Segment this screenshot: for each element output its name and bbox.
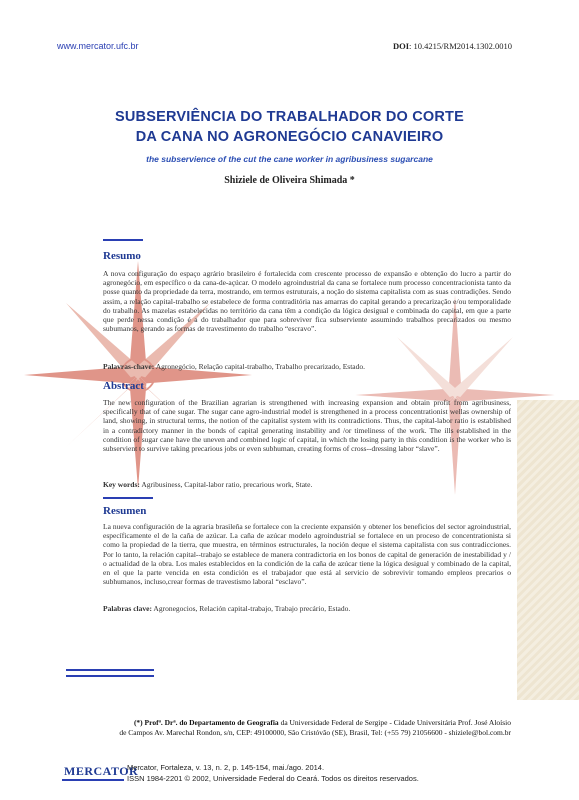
author-name: Shiziele de Oliveira Shimada * — [224, 175, 355, 186]
resumo-keywords-label: Palavras-chave: — [103, 362, 155, 371]
issn-line: ISSN 1984-2201 © 2002, Universidade Federal do Ceará. Todos os direitos reservados. — [127, 774, 419, 783]
resumo-text: A nova configuração do espaço agrário brasileiro é fortalecida com crescente processo de expansão e obtenção do lucro a partir do agronegócio, em específico o da cana-de-açúcar. O modelo agroindustrial da cana se fortalece num processo concentracionista tanto da posse quanto da propriedade da terra, mostrando, em termos estruturais, a noção do sistema capitalista com as suas contradições. Sendo assim, a relação capital-trabalho se estabelece de forma contraditória nas amarras do capital gerando a precarização e/ou temporalidade do trabalho. As mazelas estabelecidas no território da cana têm a condição da lógica desigual e combinada do capital, em que a parte que perde nessa condição é a do trabalhador que para sobreviver fica subserviente assumindo trabalhos precarizados ou mesmo subumanos, gerando as formas de travestimento do trabalho “escravo”. — [103, 269, 511, 334]
author-affiliation-footnote — [60, 718, 511, 738]
footnote-rule-1 — [66, 669, 154, 671]
doi-value: : 10.4215/RM2014.1302.0010 — [409, 41, 512, 51]
resumo-rule — [103, 239, 143, 241]
resumen-heading: Resumen — [103, 505, 147, 517]
journal-citation — [127, 762, 419, 784]
resumen-keywords-label: Palabras clave: — [103, 604, 152, 613]
doi-reference — [393, 41, 512, 51]
title-line-2: DA CANA NO AGRONEGÓCIO CANAVIEIRO — [135, 129, 444, 145]
abstract-heading: Abstract — [103, 380, 144, 392]
footnote-institution: da Universidade Federal de Sergipe - Cidade Universitária Prof. José Aloísio — [278, 718, 511, 727]
abstract-keywords — [103, 480, 312, 489]
footnote-rule-2 — [66, 675, 154, 677]
resumen-rule — [103, 497, 153, 499]
abstract-keywords-text: Agribusiness, Capital-labor ratio, precarious work, State. — [139, 480, 313, 489]
mercator-logo: MERCATOR — [64, 764, 139, 778]
doi-label: DOI — [392, 41, 410, 51]
resumo-heading: Resumo — [103, 250, 141, 262]
resumen-keywords — [103, 604, 350, 613]
abstract-keywords-label: Key words: — [103, 480, 140, 489]
footnote-department: (*) Profª. Drª. do Departamento de Geografia — [133, 718, 279, 727]
resumen-text: La nueva configuración de la agraria brasileña se fortalece con la creciente expansión y obtener los beneficios del sector agroindustrial, específicamente el de la caña de azúcar. La caña de azúcar modelo agroindustrial se fortalece en un proceso de concentrationista si como la propiedad de la tierra, que muestra, en términos estructurales, la noción deque el sistema capitalista con sus contradicciones. Por lo tanto, la relación capital--trabajo se establece de manera contradictoria en los bonos de capital de generación de inestabilidad y / o actualidad de la obra. Los males establecidos en la condición de la caña de azúcar tiene la lógica desigual y combinado de la capital, en el que la parte vencida en esta condición es el trabajador que está al servicio de sobrevivir tomando empleos precarios o subhumanos, incluso,crear formas de travestismo laboral “esclavo”. — [103, 522, 511, 587]
logo-underline — [62, 779, 124, 781]
journal-website-link[interactable]: www.mercator.ufc.br — [57, 41, 139, 51]
abstract-text: The new configuration of the Brazilian agrarian is strengthened with increasing expansion and obtain profit from agribusiness, specifically that of cane sugar. The sugar cane agro-industrial model is strengthened in a process concentrationist wellas ownership of land, showing, in structural terms, the notion of the capitalist system with its contradictions. Thus, the capital-labor ratio is established in a contradictory manner in the bonds of capital generating instability and /or timeliness of the work. The ills established in the condition of sugar cane have the uneven and combined logic of capital, in which the losing party in this condition is the worker who is subservient to survive taking precarious jobs or even subhuman, creating forms of cross--dressing labor “slave”. — [103, 398, 511, 454]
footnote-line-1 — [60, 718, 511, 728]
footnote-line-2: de Campos Av. Marechal Rondon, s/n, CEP: 49100000, São Cristóvão (SE), Brasil, Tel: (+55 79) 21056600 - shiziele@bol.com.br — [119, 728, 511, 737]
title-line-1: SUBSERVIÊNCIA DO TRABALHADOR DO CORTE — [115, 109, 464, 125]
citation-line: Mercator, Fortaleza, v. 13, n. 2, p. 145-154, mai./ago. 2014. — [127, 763, 325, 772]
english-title: the subservience of the cut the cane worker in agribusiness sugarcane — [146, 154, 433, 164]
resumen-keywords-text: Agronegocios, Relación capital-trabajo, Trabajo precário, Estado. — [151, 604, 351, 613]
resumo-keywords — [103, 362, 365, 371]
resumo-keywords-text: Agronegócio, Relação capital-trabalho, Trabalho precarizado, Estado. — [154, 362, 366, 371]
article-title — [40, 107, 539, 147]
